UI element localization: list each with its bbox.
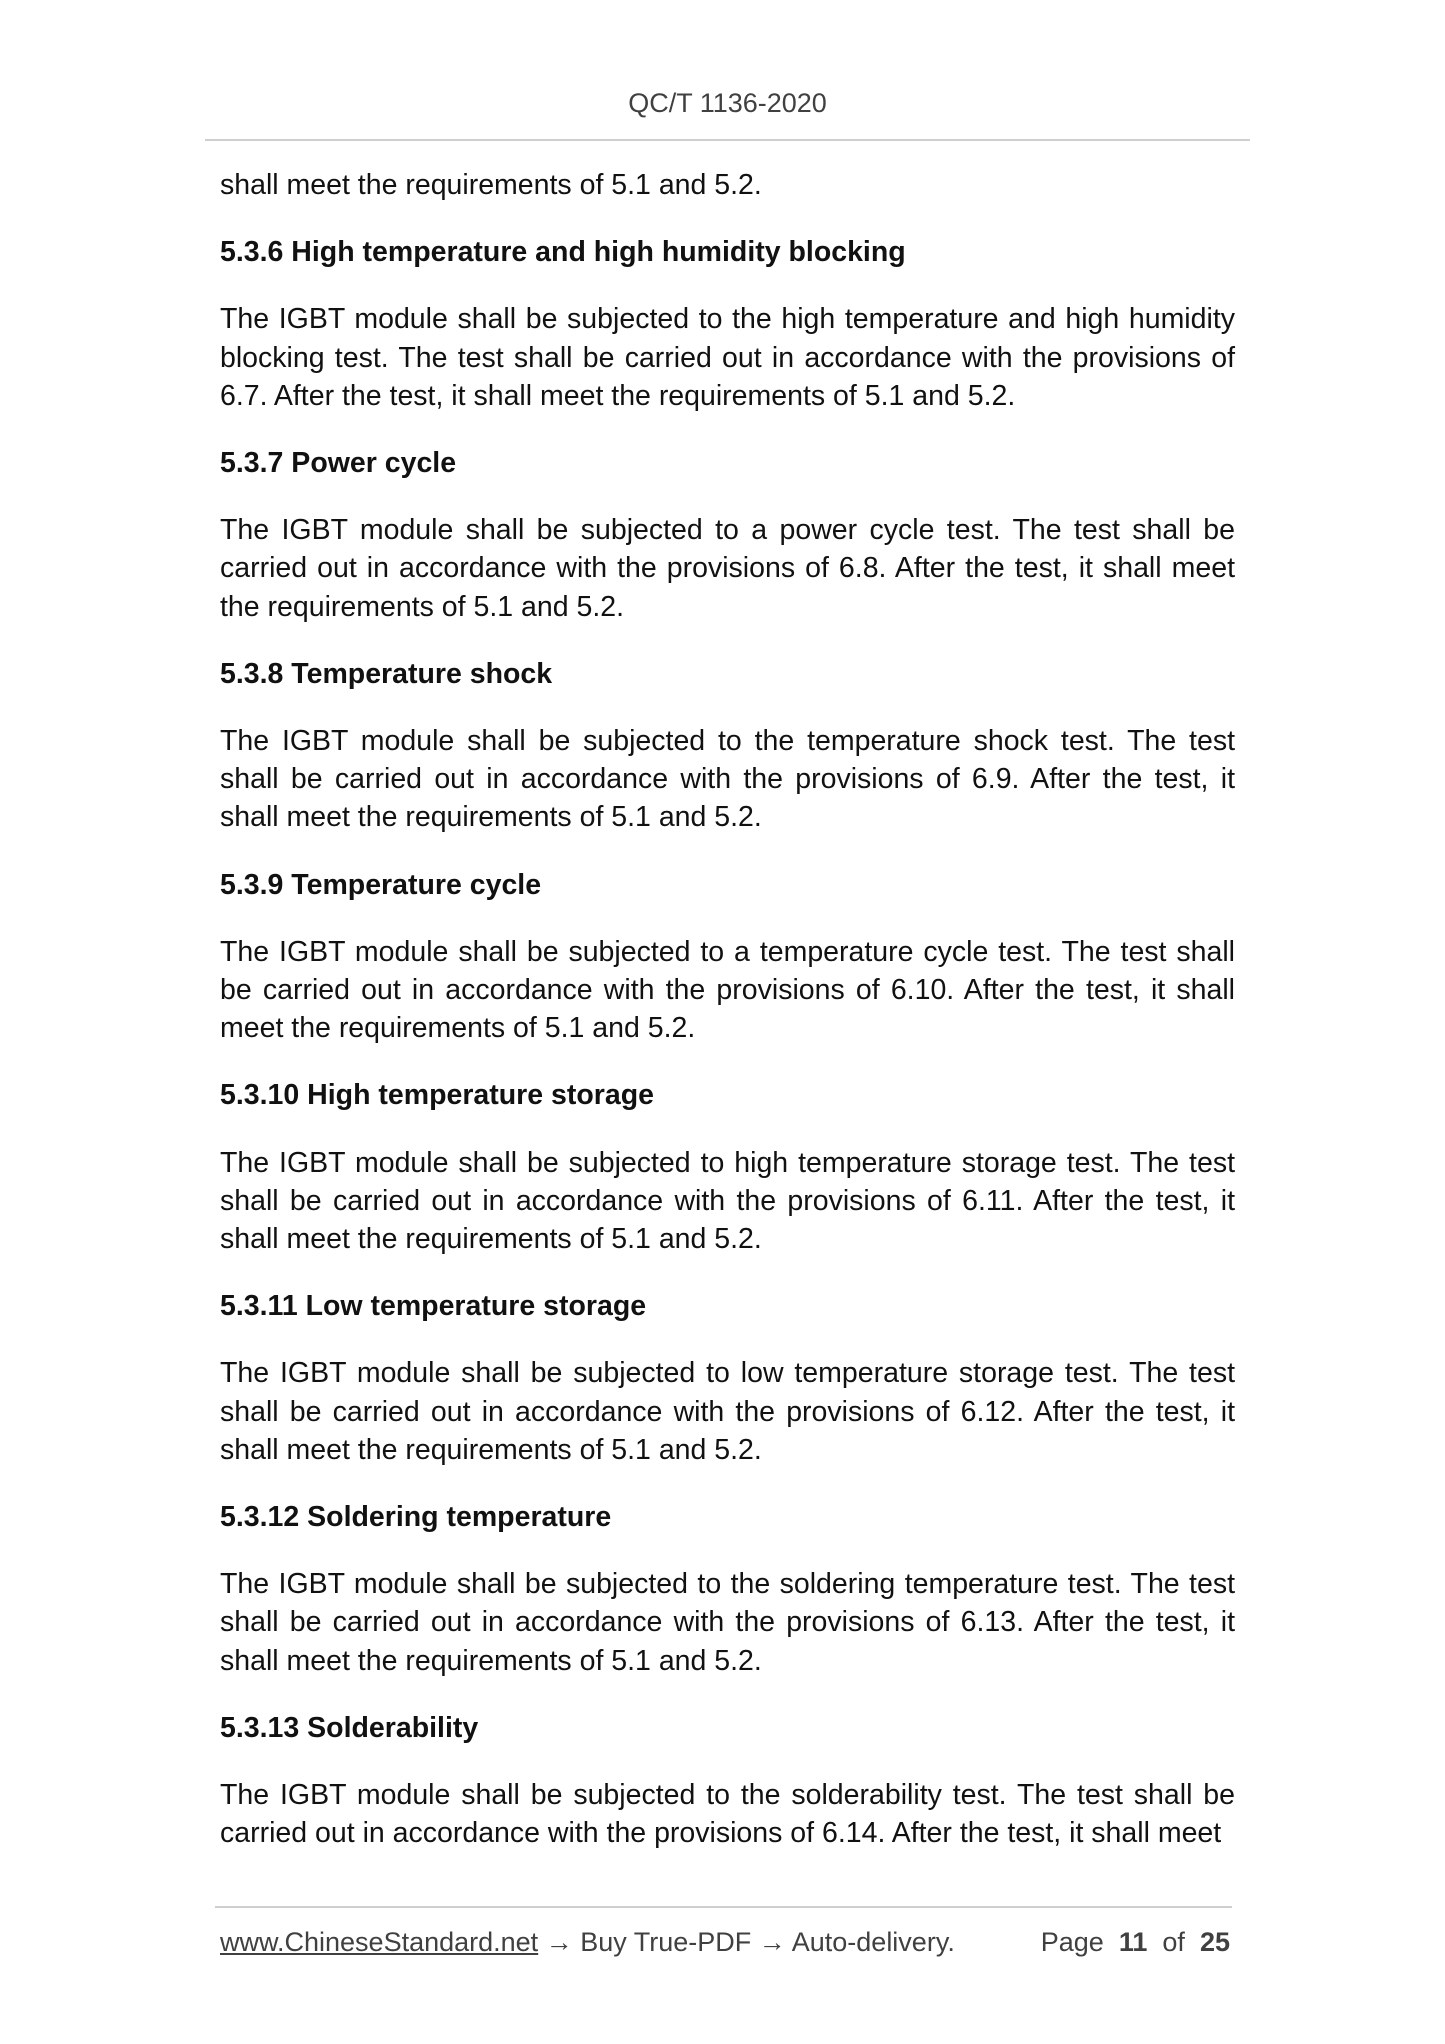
page-label: Page: [1040, 1927, 1104, 1957]
paragraph: The IGBT module shall be subjected to a power cycle test. The test shall be carried out in accordance with the provisions of 6.8. After the test, it shall meet the requirements of 5.1 and 5.2.: [220, 514, 1235, 623]
paragraph: The IGBT module shall be subjected to the high temperature and high humidity blocking test. The test shall be carried out in accordance with the provisions of 6.7. After the test, it shall meet the requirements of 5.1 and 5.2.: [220, 303, 1235, 412]
section-heading-5-3-13: 5.3.13 Solderability: [220, 1711, 479, 1744]
paragraph: The IGBT module shall be subjected to the solderability test. The test shall be carried out in accordance with the provisions of 6.14. After the test, it shall meet: [220, 1779, 1235, 1850]
section-heading-5-3-9: 5.3.9 Temperature cycle: [220, 868, 542, 901]
paragraph: The IGBT module shall be subjected to the soldering temperature test. The test shall be carried out in accordance with the provisions of 6.13. After the test, it shall meet the requirements of 5.1 and 5.2.: [220, 1568, 1235, 1677]
section-heading-5-3-12: 5.3.12 Soldering temperature: [220, 1501, 612, 1534]
footer-promo: [220, 1927, 955, 1958]
page-indicator: [1041, 1927, 1230, 1958]
page-header-doc-id: QC/T 1136-2020: [628, 88, 827, 118]
footer-tagline: → Buy True-PDF → Auto-delivery.: [538, 1927, 955, 1957]
paragraph: shall meet the requirements of 5.1 and 5.2.: [220, 169, 762, 201]
paragraph: The IGBT module shall be subjected to a temperature cycle test. The test shall be carried out in accordance with the provisions of 6.10. After the test, it shall meet the requirements of 5.1 and 5.2.: [220, 935, 1235, 1045]
page-total: 25: [1199, 1927, 1230, 1957]
of-label: of: [1162, 1927, 1185, 1957]
header-divider: [205, 139, 1250, 141]
section-heading-5-3-7: 5.3.7 Power cycle: [220, 447, 457, 480]
footer-divider: [215, 1906, 1232, 1908]
section-heading-5-3-8: 5.3.8 Temperature shock: [220, 657, 553, 690]
paragraph: The IGBT module shall be subjected to the temperature shock test. The test shall be carried out in accordance with the provisions of 6.9. After the test, it shall meet the requirements of 5.1 and 5.2.: [220, 725, 1235, 834]
section-heading-5-3-10: 5.3.10 High temperature storage: [220, 1079, 654, 1112]
document-body: [220, 166, 1235, 1882]
section-heading-5-3-11: 5.3.11 Low temperature storage: [220, 1290, 647, 1323]
chinese-standard-link[interactable]: www.ChineseStandard.net: [220, 1927, 539, 1957]
page-number: 11: [1118, 1927, 1148, 1957]
paragraph: The IGBT module shall be subjected to low temperature storage test. The test shall be carried out in accordance with the provisions of 6.12. After the test, it shall meet the requirements of 5.1 and 5.2.: [220, 1357, 1235, 1466]
section-heading-5-3-6: 5.3.6 High temperature and high humidity blocking: [220, 236, 906, 269]
paragraph: The IGBT module shall be subjected to high temperature storage test. The test shall be carried out in accordance with the provisions of 6.11. After the test, it shall meet the requirements of 5.1 and 5.2.: [220, 1146, 1235, 1256]
